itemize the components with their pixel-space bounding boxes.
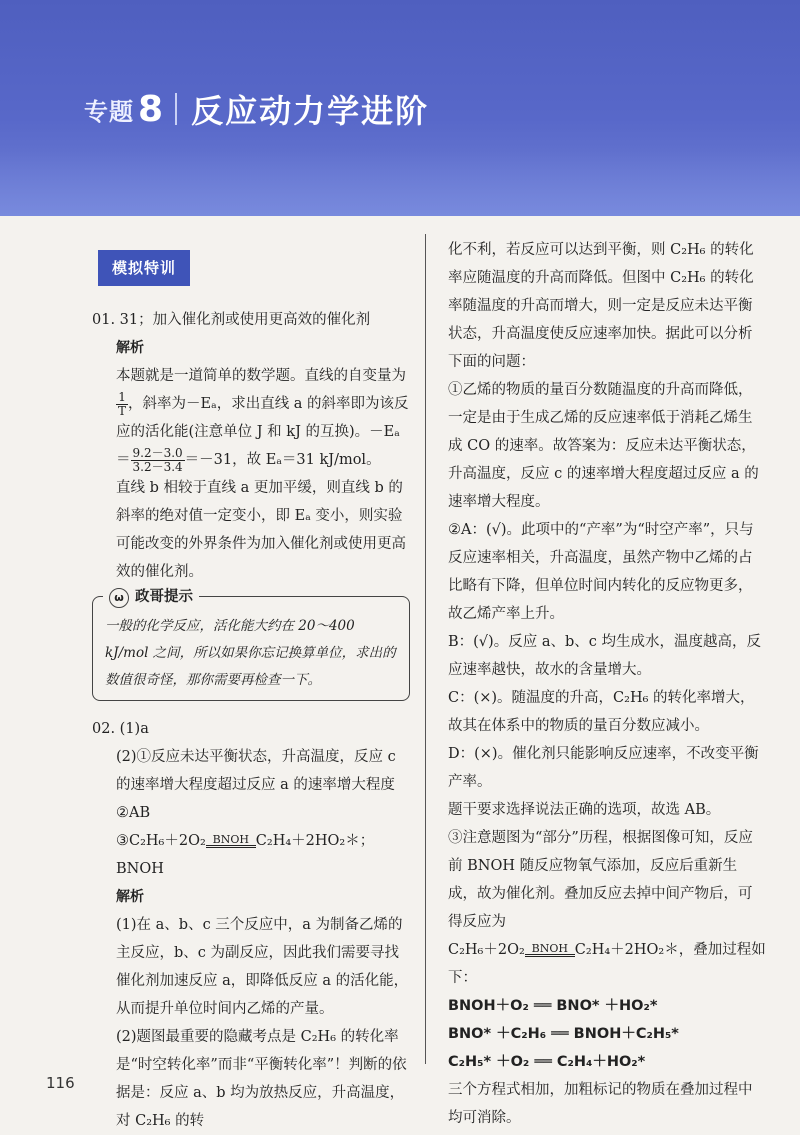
q02-explanation-1: (1)在 a、b、c 三个反应中，a 为制备乙烯的主反应，b、c 为副反应，因此我们需要寻找催化剂加速反应 a，即降低反应 a 的活化能，从而提升单位时间内乙烯的产量。 <box>116 917 409 1017</box>
q02-answer-4 <box>92 827 410 883</box>
frac-numerator: 9.2－3.0 <box>132 445 183 460</box>
page-number: 116 <box>46 1074 75 1092</box>
q01-answer: 01. 31；加入催化剂或使用更高效的催化剂 <box>92 312 371 328</box>
q02-answer-3: ②AB <box>116 805 151 821</box>
topic-separator <box>175 93 177 125</box>
tip-box <box>92 589 410 701</box>
left-column <box>92 250 410 1135</box>
right-para-8: ③注意题图为“部分”历程，根据图像可知，反应前 BNOH 随反应物氧气添加，反应后重新生成，故为催化剂。叠加反应去掉中间产物后，可得反应为 <box>448 830 753 930</box>
frac-denominator: 3.2－3.4 <box>132 459 183 474</box>
topic-title: 反应动力学进阶 <box>191 92 430 130</box>
eq1-text: BNOH＋O₂ ══ BNO* ＋HO₂* <box>448 998 658 1014</box>
catalyst-label: BNOH <box>212 833 249 846</box>
tip-icon: ω <box>109 588 129 608</box>
equation-reactants: ③C₂H₆＋2O₂ <box>116 833 206 849</box>
section-tag: 模拟特训 <box>98 250 190 286</box>
equation-products: C₂H₄＋2HO₂＊；BNOH <box>116 833 375 877</box>
right-para-4: B：(√)。反应 a、b、c 均生成水，温度越高，反应速率越快，故水的含量增大。 <box>448 634 761 678</box>
right-para-7: 题干要求选择说法正确的选项，故选 AB。 <box>448 802 721 818</box>
equation-arrow <box>525 943 575 957</box>
fraction-1-over-t <box>116 391 128 418</box>
right-equation <box>448 936 766 992</box>
column-divider <box>425 234 426 1064</box>
right-para-5: C：(×)。随温度的升高，C₂H₆ 的转化率增大，故其在体系中的物质的量百分数应减小。 <box>448 690 755 734</box>
banner-fold <box>0 150 800 216</box>
q01-text-c: ＝－31，故 Eₐ＝31 kJ/mol。 <box>184 452 381 468</box>
q02-answer-2: (2)①反应未达平衡状态，升高温度，反应 c 的速率增大程度超过反应 a 的速率增大程度 <box>116 749 396 793</box>
right-para-3: ②A：(√)。此项中的“产率”为“时空产率”，只与反应速率相关，升高温度，虽然产物中乙烯的占比略有下降，但单位时间内转化的反应物更多，故乙烯产率上升。 <box>448 522 754 622</box>
topic-label: 专题 <box>84 97 134 126</box>
tip-text: 一般的化学反应，活化能大约在 20～400 kJ/mol 之间，所以如果你忘记换算单位，求出的数值很奇怪，那你需要再检查一下。 <box>105 618 396 688</box>
step-equation-1 <box>448 992 766 1020</box>
q02-jiexi: 解析 <box>116 889 144 905</box>
tip-title: 政哥提示 <box>135 589 193 605</box>
eq3-text: C₂H₅* ＋O₂ ══ C₂H₄＋HO₂* <box>448 1054 646 1070</box>
frac-numerator: 1 <box>116 391 128 405</box>
equation-arrow <box>206 834 256 848</box>
right-para-2: ①乙烯的物质的量百分数随温度的升高而降低，一定是由于生成乙烯的反应速率低于消耗乙烯生成 CO 的速率。故答案为：反应未达平衡状态，升高温度，反应 c 的速率增大程度超过反应 a 的速率增大程度。 <box>448 382 759 510</box>
q01-jiexi: 解析 <box>116 340 144 356</box>
step-equation-2 <box>448 1020 766 1048</box>
topic-number: 8 <box>138 88 164 130</box>
q02-explanation-2: (2)题图最重要的隐藏考点是 C₂H₆ 的转化率是“时空转化率”而非“平衡转化率”！判断的依据是：反应 a、b 均为放热反应，升高温度，对 C₂H₆ 的转 <box>116 1029 407 1129</box>
fraction-slope <box>131 447 185 474</box>
catalyst-label: BNOH <box>531 942 568 955</box>
q02-answer-1: 02. (1)a <box>92 721 149 737</box>
right-para-1: 化不利，若反应可以达到平衡，则 C₂H₆ 的转化率应随温度的升高而降低。但图中 C₂H₆ 的转化率随温度的升高而增大，则一定是反应未达平衡状态，升高温度使反应速率加快。据此可以分析下面的问题： <box>448 242 754 370</box>
q01-explanation-1 <box>92 362 410 474</box>
equation-reactants: C₂H₆＋2O₂ <box>448 942 525 958</box>
right-para-6: D：(×)。催化剂只能影响反应速率，不改变平衡产率。 <box>448 746 759 790</box>
eq2-text: BNO* ＋C₂H₆ ══ BNOH＋C₂H₅* <box>448 1026 679 1042</box>
step-equation-3 <box>448 1048 766 1076</box>
q01-explanation-2: 直线 b 相较于直线 a 更加平缓，则直线 b 的斜率的绝对值一定变小，即 Eₐ 变小，则实验可能改变的外界条件为加入催化剂或使用更高效的催化剂。 <box>116 480 406 580</box>
equation-products: C₂H₄＋2HO₂＊，叠加过程如下： <box>448 942 766 986</box>
right-column <box>448 236 766 1132</box>
tip-heading <box>103 584 199 611</box>
q01-text-b: ，斜率为－Eₐ，求出直线 a 的斜率即为该反应的活化能(注意单位 J 和 kJ 的互换)。－Eₐ＝ <box>116 396 409 468</box>
topic-heading <box>84 86 429 132</box>
header-banner <box>0 0 800 216</box>
frac-denominator: T <box>118 403 127 418</box>
q01-text-a: 本题就是一道简单的数学题。直线的自变量为 <box>116 368 406 384</box>
right-para-9: 三个方程式相加，加粗标记的物质在叠加过程中均可消除。 <box>448 1082 753 1126</box>
